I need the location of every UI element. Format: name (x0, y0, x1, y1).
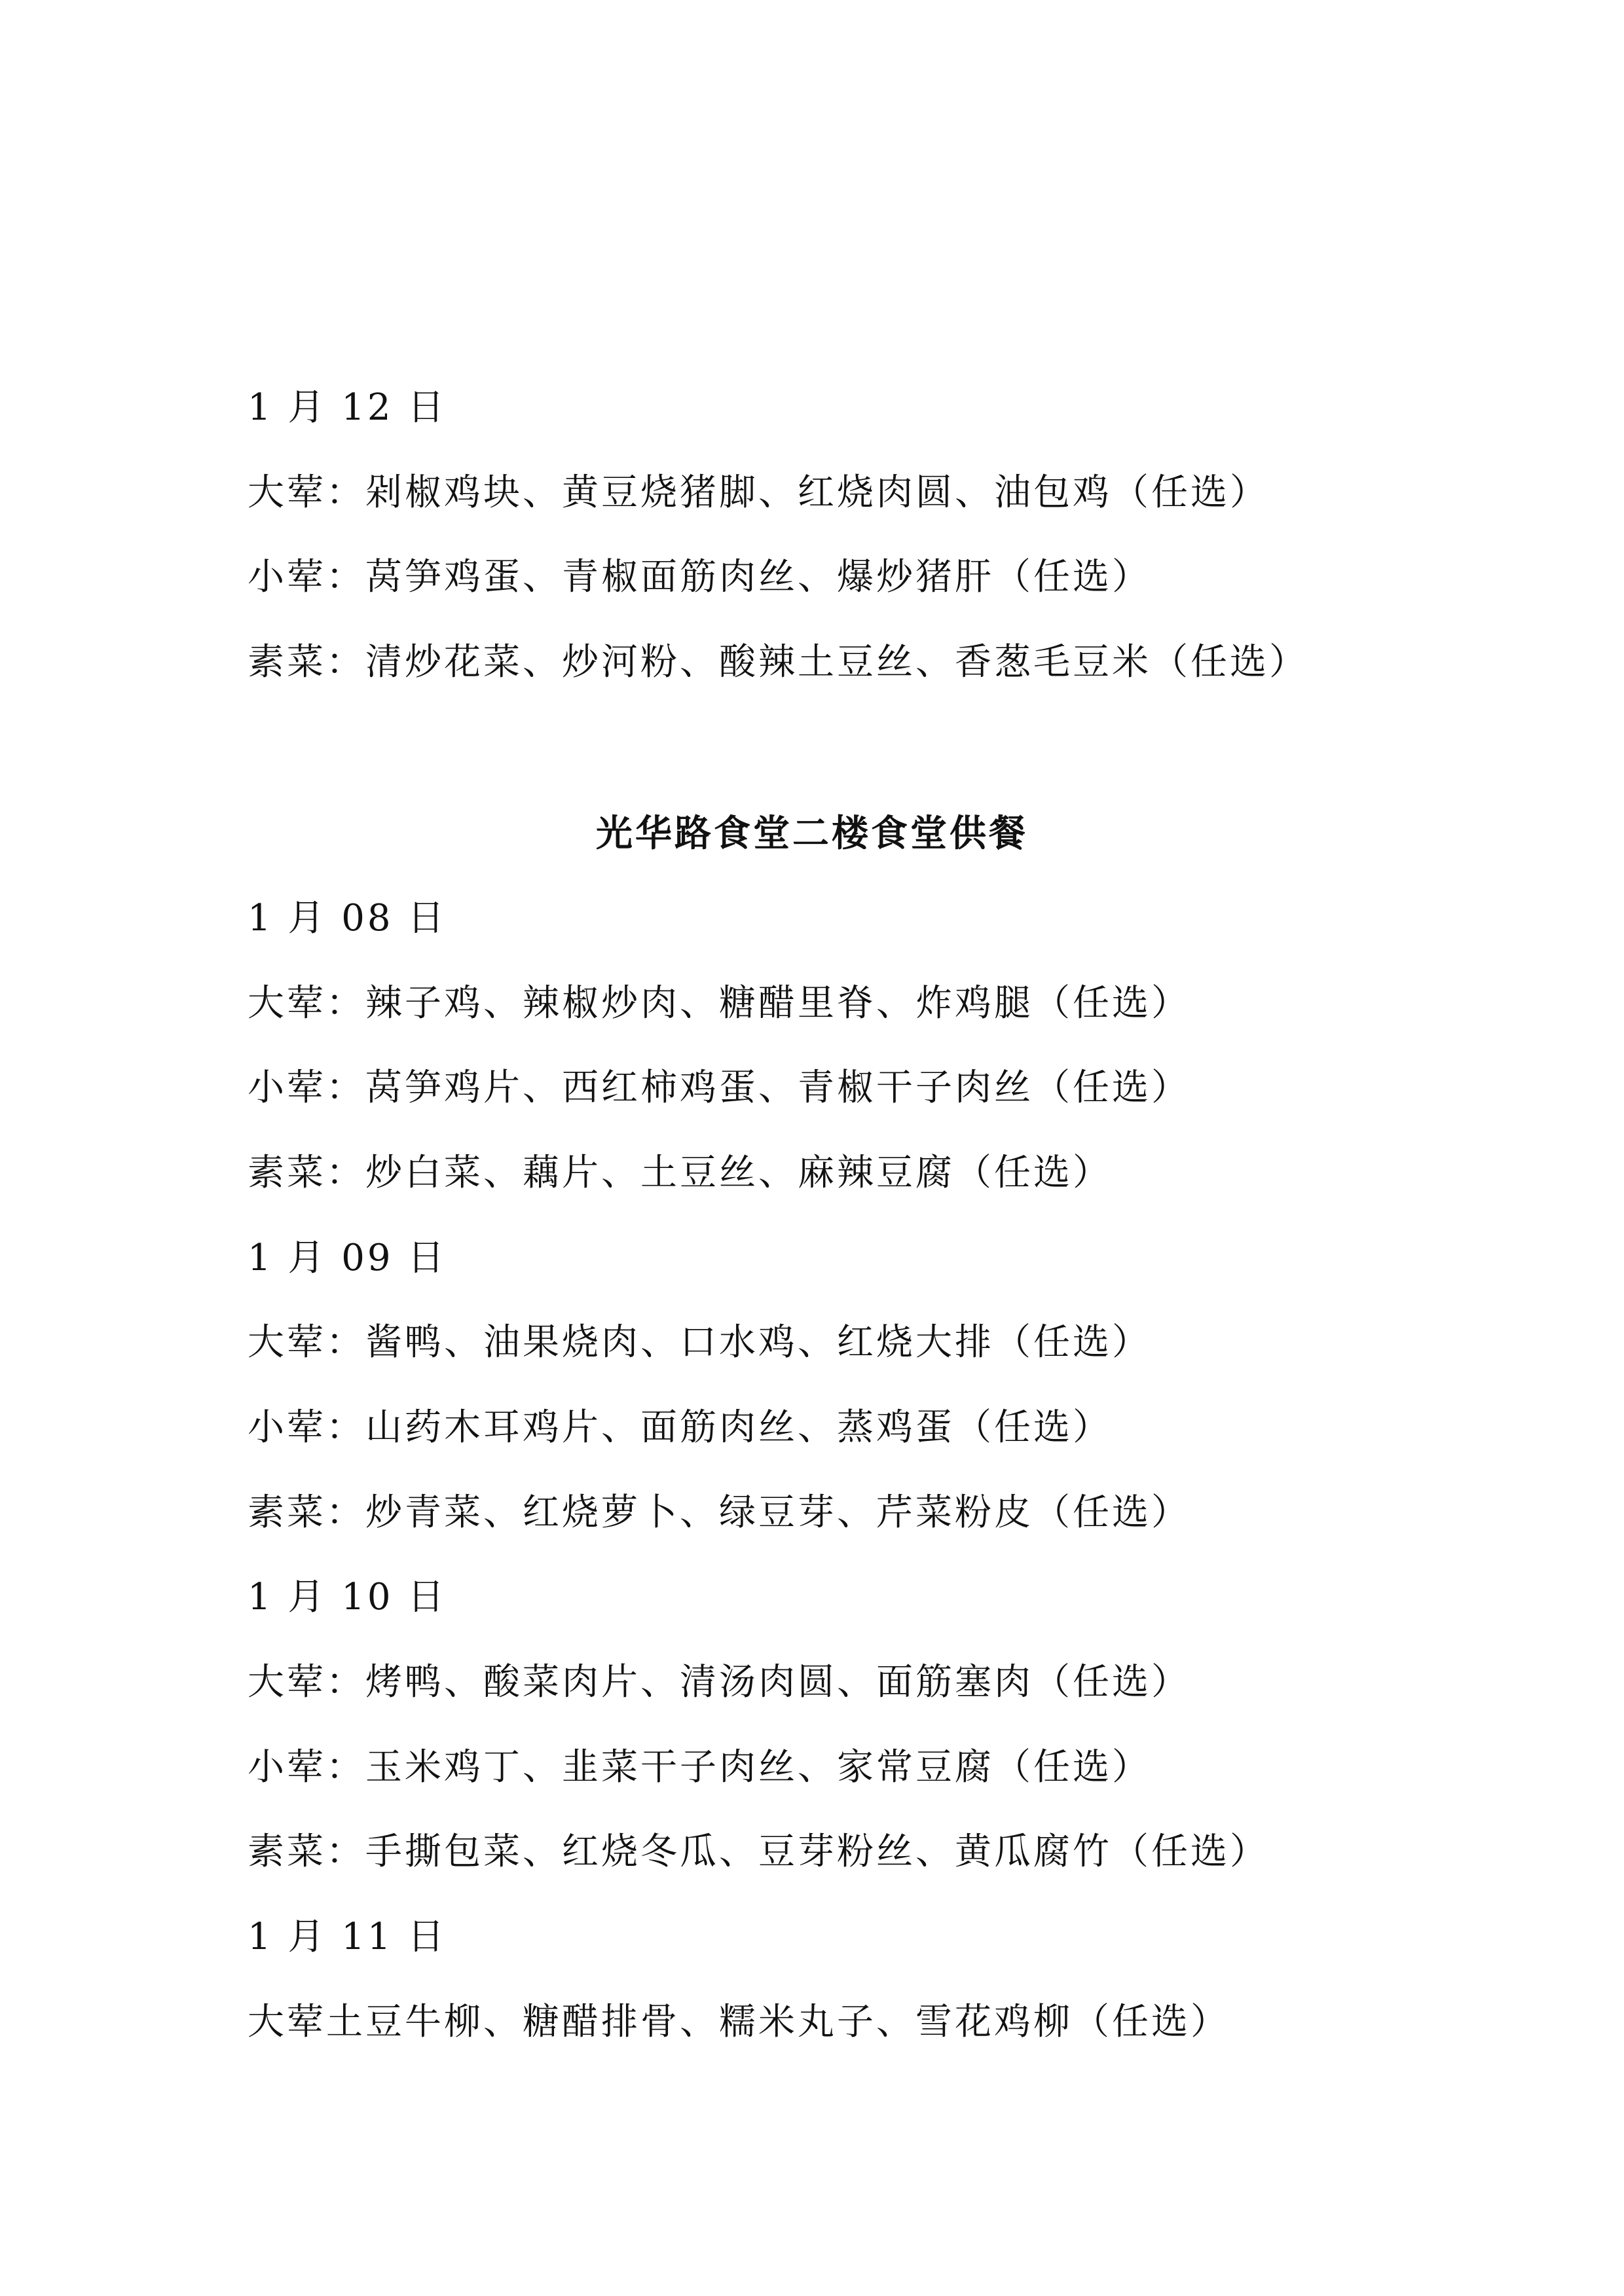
date-jan-11: 1 月 11 日 (248, 1916, 447, 1958)
small-meat-jan-08: 小荤：莴笋鸡片、西红柿鸡蛋、青椒干子肉丝（任选） (248, 1066, 1190, 1109)
small-meat-jan-12: 小荤：莴笋鸡蛋、青椒面筋肉丝、爆炒猪肝（任选） (248, 556, 1151, 598)
date-jan-08: 1 月 08 日 (248, 897, 447, 939)
big-meat-jan-12: 大荤：剁椒鸡块、黄豆烧猪脚、红烧肉圆、油包鸡（任选） (248, 471, 1269, 514)
big-meat-jan-10: 大荤：烤鸭、酸菜肉片、清汤肉圆、面筋塞肉（任选） (248, 1661, 1190, 1704)
vegetable-jan-09: 素菜：炒青菜、红烧萝卜、绿豆芽、芹菜粉皮（任选） (248, 1491, 1190, 1534)
big-meat-jan-09: 大荤：酱鸭、油果烧肉、口水鸡、红烧大排（任选） (248, 1321, 1151, 1364)
date-jan-12: 1 月 12 日 (248, 386, 447, 429)
small-meat-jan-10: 小荤：玉米鸡丁、韭菜干子肉丝、家常豆腐（任选） (248, 1746, 1151, 1789)
big-meat-jan-08: 大荤：辣子鸡、辣椒炒肉、糖醋里脊、炸鸡腿（任选） (248, 982, 1190, 1025)
vegetable-jan-10: 素菜：手撕包菜、红烧冬瓜、豆芽粉丝、黄瓜腐竹（任选） (248, 1831, 1269, 1873)
date-jan-10: 1 月 10 日 (248, 1576, 447, 1618)
date-jan-09: 1 月 09 日 (248, 1237, 447, 1279)
vegetable-jan-08: 素菜：炒白菜、藕片、土豆丝、麻辣豆腐（任选） (248, 1152, 1112, 1194)
big-meat-jan-11: 大荤土豆牛柳、糖醋排骨、糯米丸子、雪花鸡柳（任选） (248, 2001, 1230, 2043)
small-meat-jan-09: 小荤：山药木耳鸡片、面筋肉丝、蒸鸡蛋（任选） (248, 1406, 1112, 1449)
section-title: 光华路食堂二楼食堂供餐 (596, 812, 1028, 855)
vegetable-jan-12: 素菜：清炒花菜、炒河粉、酸辣土豆丝、香葱毛豆米（任选） (248, 641, 1308, 683)
